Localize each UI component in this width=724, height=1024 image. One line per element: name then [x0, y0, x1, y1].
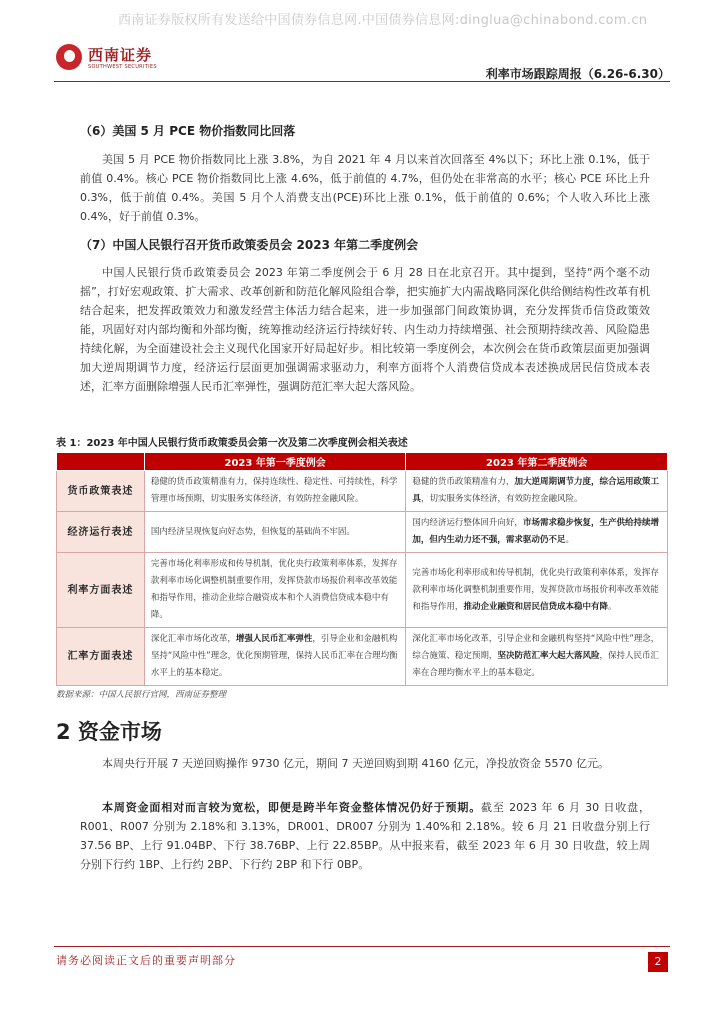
cell-q2-interest-rate	[406, 553, 668, 628]
table-row	[57, 471, 668, 512]
cell-text-bold: 市场需求稳步恢复，生产供给持续增加，但内生动力还不强，需求驱动仍不足	[412, 518, 659, 545]
table-caption: 表 1：2023 年中国人民银行货币政策委员会第一次及第二次季度例会相关表述	[56, 438, 408, 449]
cell-q2-monetary	[406, 471, 668, 512]
table-row	[57, 553, 668, 628]
paragraph-money-market-1: 本周央行开展 7 天逆回购操作 9730 亿元，期间 7 天逆回购到期 4160 亿元，净投放资金 5570 亿元。	[102, 757, 609, 770]
cell-text: 深化汇率市场化改革，	[150, 634, 236, 644]
cell-text-bold: 增强人民币汇率弹性	[235, 634, 313, 644]
section-heading-pboc: （7）中国人民银行召开货币政策委员会 2023 年第二季度例会	[80, 238, 419, 252]
cell-q2-exchange-rate	[406, 628, 668, 686]
section-heading-pce: （6）美国 5 月 PCE 物价指数同比回落	[80, 124, 296, 138]
cell-text: 完善市场化利率形成和传导机制，优化央行政策利率体系，发挥存款利率市场化调整机制重要作用，发挥贷款市场报价利率改革效能和指导作用，	[412, 567, 659, 612]
section-heading-money-market: 2 资金市场	[56, 720, 162, 744]
logo-text-cn: 西南证券	[88, 46, 153, 64]
footer-divider	[54, 946, 670, 947]
cell-q1-exchange-rate	[144, 628, 406, 686]
pboc-comparison-table	[56, 452, 668, 686]
table-row	[57, 512, 668, 553]
paragraph-body: 截至 2023 年 6 月 30 日收盘，R001、R007 分别为 2.18%和 3.13%，DR001、DR007 分别为 1.40%和 2.18%。较 6 月 21 日收盘分别上行 37.56 BP、上行 91.04BP、下行 38.76BP、上行 22.85BP。从中报来看，截至 2023 年 6 月 30 日收盘，较上周分别下行约 1BP、上行约 2BP、下行约 2BP 和下行 0BP。	[80, 801, 651, 871]
logo-emblem-icon	[56, 44, 82, 70]
paragraph-lead-bold: 本周资金面相对而言较为宽松，即便是跨半年资金整体情况仍好于预期。	[102, 801, 482, 814]
page-header	[54, 40, 670, 82]
table-corner-cell	[57, 453, 145, 471]
column-header-q2: 2023 年第二季度例会	[406, 453, 668, 471]
row-header-monetary: 货币政策表述	[57, 471, 145, 512]
cell-text: ，引导企业和金融机构坚持“风险中性”理念，优化预期管理，保持人民币汇率在合理均衡水平上的基本稳定。	[150, 634, 398, 678]
cell-text: ，切实服务实体经济，有效防控金融风险。	[420, 494, 583, 504]
cell-q1-monetary: 稳健的货币政策精准有力，保持连续性、稳定性、可持续性，科学管理市场预期，切实服务实体经济，有效防控金融风险。	[144, 471, 406, 512]
cell-text: 深化汇率市场化改革，引导企业和金融机构坚持“风险中性”理念，综合施策、稳定预期，	[412, 634, 660, 661]
cell-text: 。	[565, 535, 574, 545]
column-header-q1: 2023 年第一季度例会	[144, 453, 406, 471]
cell-text-bold: 坚决防范汇率大起大落风险	[497, 651, 600, 661]
page-number: 2	[648, 952, 668, 972]
table-header-row	[57, 453, 668, 471]
table-row	[57, 628, 668, 686]
company-logo	[54, 40, 174, 76]
logo-text-en: SOUTHWEST SECURITIES	[88, 64, 157, 70]
paragraph-money-market-2	[80, 798, 650, 874]
report-title: 利率市场跟踪周报（6.26-6.30）	[485, 67, 670, 81]
cell-text-bold: 加大逆周期调节力度，综合运用政策工具	[412, 477, 659, 504]
cell-q1-interest-rate: 完善市场化利率形成和传导机制，优化央行政策利率体系，发挥存款利率市场化调整机制重要作用，发挥贷款市场报价利率改革效能和指导作用，推动企业综合融资成本和个人消费信贷成本稳中有降。	[144, 553, 406, 628]
row-header-interest-rate: 利率方面表述	[57, 553, 145, 628]
row-header-exchange-rate: 汇率方面表述	[57, 628, 145, 686]
cell-text: 国内经济运行整体回升向好，	[412, 518, 523, 528]
cell-text: ，保持人民币汇率在合理均衡水平上的基本稳定。	[412, 651, 659, 678]
footer-disclaimer: 请务必阅读正文后的重要声明部分	[56, 954, 236, 967]
cell-q1-economy: 国内经济呈现恢复向好态势，但恢复的基础尚不牢固。	[144, 512, 406, 553]
paragraph-pboc: 中国人民银行货币政策委员会 2023 年第二季度例会于 6 月 28 日在北京召开。其中提到，坚持“两个毫不动摇”，打好宏观政策、扩大需求、改革创新和防范化解风险组合拳，把实施扩大内需战略同深化供给侧结构性改革有机结合起来，把发挥政策效力和激发经营主体活力结合起来，进一步加强部门间政策协调，充分发挥货币信贷政策效能，巩固好对内部均衡和外部均衡，统筹推动经济运行持续好转、内生动力持续增强、社会预期持续改善、风险隐患持续化解，为全面建设社会主义现代化国家开好局起好步。相比较第一季度例会，本次例会在货币政策层面更加强调加大逆周期调节力度，经济运行层面更加强调需求驱动力，利率方面将个人消费信贷成本表述换成居民信贷成本表述，汇率方面删除增强人民币汇率弹性，强调防范汇率大起大落风险。	[80, 266, 650, 393]
cell-text: 稳健的货币政策精准有力，	[412, 477, 515, 487]
cell-text: 。	[607, 601, 617, 612]
cell-q2-economy	[406, 512, 668, 553]
cell-text-bold: 推动企业融资和居民信贷成本稳中有降	[463, 601, 608, 612]
table-source-note: 数据来源：中国人民银行官网，西南证券整理	[56, 690, 227, 700]
paragraph-pce: 美国 5 月 PCE 物价指数同比上涨 3.8%，为自 2021 年 4 月以来首次回落至 4%以下；环比上涨 0.1%，低于前值 0.4%。核心 PCE 物价指数同比上涨 4.6%，低于前值的 4.7%，但仍处在非常高的水平；核心 PCE 环比上升 0.3%，低于前值 0.4%。美国 5 月个人消费支出(PCE)环比上涨 0.1%，低于前值的 0.6%；个人收入环比上涨 0.4%，好于前值 0.3%。	[80, 153, 650, 223]
row-header-economy: 经济运行表述	[57, 512, 145, 553]
watermark: 西南证券版权所有发送给中国债券信息网.中国债券信息网:dinglua@chinabond.com.cn	[118, 13, 648, 28]
